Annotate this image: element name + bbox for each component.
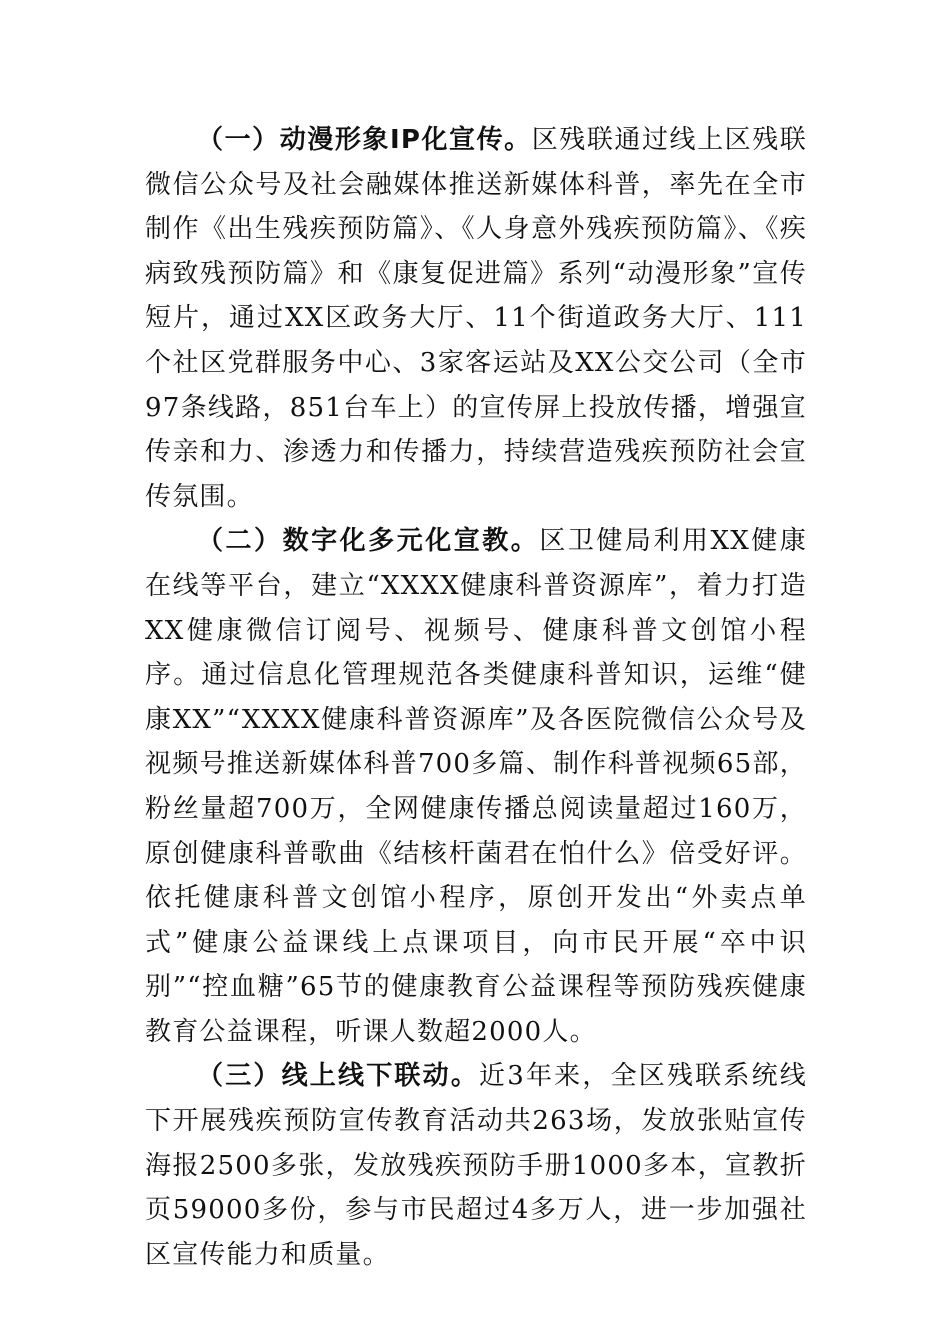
paragraph-text: 区卫健局利用XX健康在线等平台，建立“XXXX健康科普资源库”，着力打造XX健康微信订阅号、视频号、健康科普文创馆小程序。通过信息化管理规范各类健康科普知识，运维“健康XX”“XXXX健康科普资源库”及各医院微信公众号及视频号推送新媒体科普700多篇、制作科普视频65部，粉丝量超700万，全网健康传播总阅读量超过160万，原创健康科普歌曲《结核杆菌君在怕什么》倍受好评。依托健康科普文创馆小程序，原创开发出“外卖点单式”健康公益课线上点课项目，向市民开展“卒中识别”“控血糖”65节的健康教育公益课程等预防残疾健康教育公益课程，听课人数超2000人。 [145, 526, 807, 1047]
paragraph-online-offline [145, 1054, 807, 1277]
paragraph-heading: （三）线上线下联动。 [197, 1061, 480, 1092]
paragraph-heading: （一）动漫形象IP化宣传。 [197, 125, 532, 155]
paragraph-digital-education [145, 519, 807, 1054]
paragraph-heading: （二）数字化多元化宣教。 [197, 526, 540, 557]
paragraph-ip-promotion [145, 118, 807, 519]
paragraph-text: 近3年来，全区残联系统线下开展残疾预防宣传教育活动共263场，发放张贴宣传海报2500多张，发放残疾预防手册1000多本，宣教折页59000多份，参与市民超过4多万人，进一步加强社区宣传能力和质量。 [145, 1061, 807, 1270]
document-body [145, 118, 807, 1277]
paragraph-text: 区残联通过线上区残联微信公众号及社会融媒体推送新媒体科普，率先在全市制作《出生残疾预防篇》、《人身意外残疾预防篇》、《疾病致残预防篇》和《康复促进篇》系列“动漫形象”宣传短片，通过XX区政务大厅、11个街道政务大厅、111个社区党群服务中心、3家客运站及XX公交公司（全市97条线路，851台车上）的宣传屏上投放传播，增强宣传亲和力、渗透力和传播力，持续营造残疾预防社会宣传氛围。 [145, 125, 807, 512]
